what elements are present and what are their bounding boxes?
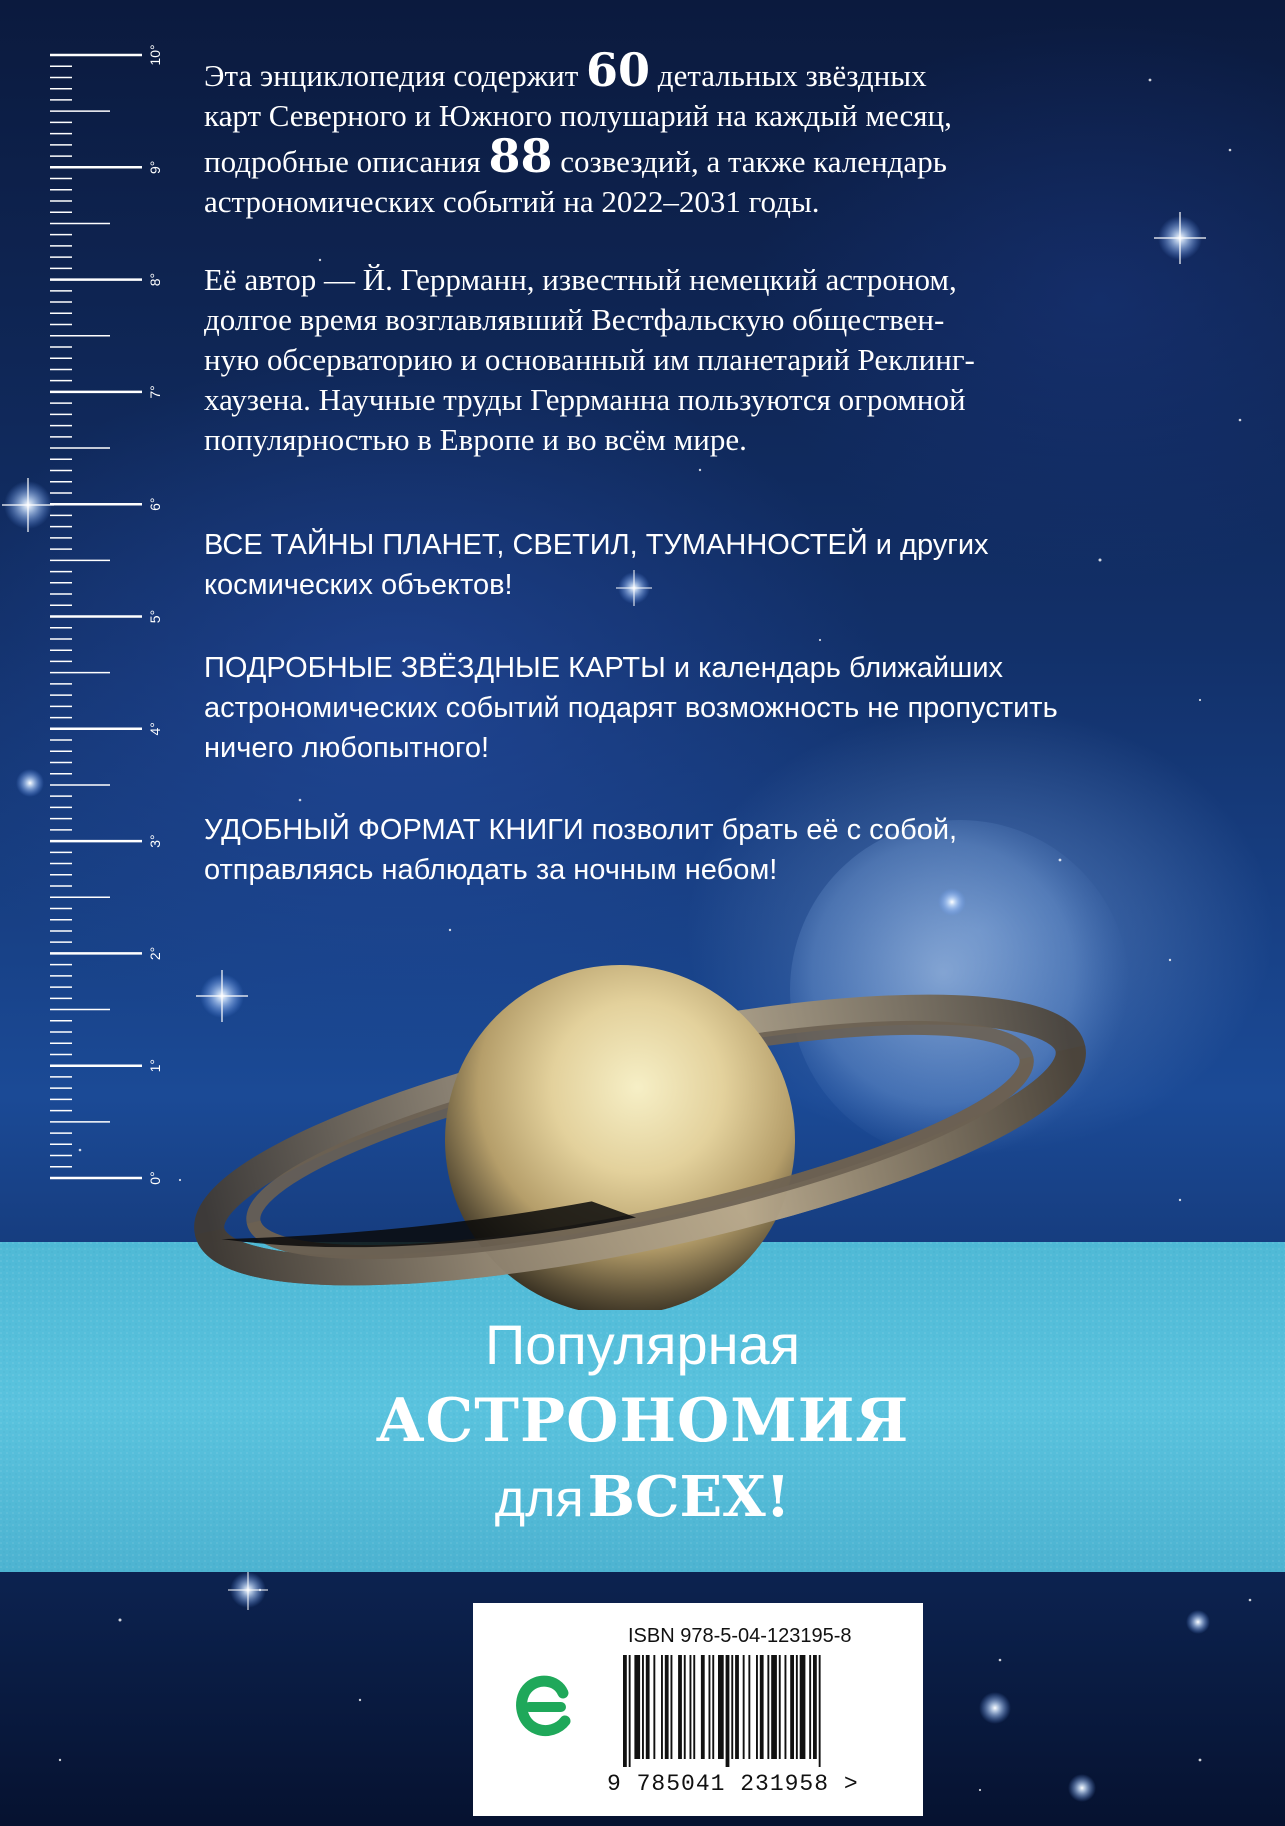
saturn-illustration <box>180 950 1100 1310</box>
barcode-bar <box>623 1655 627 1767</box>
barcode-bar <box>661 1655 663 1759</box>
barcode-bar <box>743 1655 745 1759</box>
constellations-count: 88 <box>488 129 553 183</box>
barcode-bar <box>701 1655 705 1759</box>
author-line: ную обсерваторию и основанный им планетарий Реклинг- <box>204 342 975 377</box>
author-line: долгое время возглавлявший Вестфальскую обществен- <box>204 302 945 337</box>
barcode-bar <box>735 1655 739 1759</box>
barcode-bar <box>709 1655 711 1759</box>
barcode-bar <box>665 1655 669 1759</box>
intro-line-1: Эта энциклопедия содержит 60 детальных звёздных <box>204 43 927 97</box>
barcode-panel <box>473 1603 923 1816</box>
barcode-bar <box>779 1655 781 1759</box>
barcode-bar <box>771 1655 777 1759</box>
barcode-bar <box>760 1655 764 1759</box>
barcode-bar <box>634 1655 640 1759</box>
barcode-bar <box>796 1655 798 1759</box>
intro-line-3: подробные описания 88 созвездий, а также календарь <box>204 129 947 183</box>
eksmo-logo-icon <box>515 1671 575 1741</box>
barcode-bar <box>678 1655 682 1759</box>
barcode-bar <box>819 1655 821 1767</box>
barcode-bar <box>718 1655 724 1759</box>
barcode-bar <box>712 1655 714 1759</box>
barcode-bar <box>653 1655 655 1759</box>
maps-count: 60 <box>586 43 651 97</box>
barcode-digits: 9 785041 231958 > <box>607 1771 859 1797</box>
ruler-label: 8° <box>147 272 163 287</box>
ruler-label: 3° <box>147 834 163 848</box>
barcode-bar <box>785 1655 787 1759</box>
barcode-bar <box>748 1655 750 1759</box>
ruler-label: 9° <box>147 160 163 174</box>
barcode-bar <box>693 1655 695 1759</box>
barcode-bar <box>813 1655 817 1759</box>
barcode-bar <box>756 1655 758 1759</box>
ruler-label: 6° <box>147 497 163 511</box>
barcode-bar <box>790 1655 794 1759</box>
barcode-bar <box>671 1655 673 1759</box>
degree-ruler <box>50 40 180 1190</box>
barcode-bar <box>800 1655 806 1759</box>
band-title-line-2: АСТРОНОМИЯ <box>375 1386 910 1456</box>
barcode-bar <box>642 1655 644 1759</box>
intro-line-2: карт Северного и Южного полушарий на каждый месяц, <box>204 98 952 133</box>
ruler-label: 0° <box>147 1171 163 1185</box>
intro-paragraph <box>204 43 1204 222</box>
band-title-line-3 <box>0 1464 1285 1530</box>
ruler-label: 1° <box>147 1059 163 1073</box>
ruler-label: 10° <box>147 44 163 66</box>
ruler-label: 2° <box>147 946 163 961</box>
ruler-label: 4° <box>147 722 163 736</box>
barcode-bars <box>623 1655 893 1767</box>
barcode-bar <box>684 1655 686 1759</box>
barcode-bar <box>726 1655 730 1767</box>
ruler-label: 5° <box>147 609 163 624</box>
author-paragraph <box>204 260 1204 460</box>
barcode-bar <box>646 1655 650 1759</box>
author-line: хаузена. Научные труды Геррманна пользуются огромной <box>204 382 966 417</box>
ruler-label: 7° <box>147 385 163 399</box>
band-title-main: ВСЕХ! <box>587 1464 791 1530</box>
barcode-bar <box>731 1655 733 1759</box>
feature-2: ПОДРОБНЫЕ ЗВЁЗДНЫЕ КАРТЫ и календарь ближайших астрономических событий подарят возможность не пропустить ничего любопытного! <box>204 652 1058 764</box>
band-title-line-1: Популярная <box>484 1313 801 1376</box>
isbn-text: ISBN 978-5-04-123195-8 <box>628 1625 852 1647</box>
feature-1: ВСЕ ТАЙНЫ ПЛАНЕТ, СВЕТИЛ, ТУМАННОСТЕЙ и других космических объектов! <box>204 529 989 601</box>
barcode-bar <box>809 1655 811 1759</box>
band-title-prefix: для <box>494 1470 584 1528</box>
barcode-bar <box>690 1655 692 1759</box>
author-line: Её автор — Й. Геррманн, известный немецкий астроном, <box>204 262 957 297</box>
intro-line-4: астрономических событий на 2022–2031 годы. <box>204 184 820 219</box>
barcode-bar <box>767 1655 769 1759</box>
barcode-bar <box>629 1655 631 1767</box>
feature-3: УДОБНЫЙ ФОРМАТ КНИГИ позволит брать её с собой, отправляясь наблюдать за ночным небом! <box>204 814 958 886</box>
author-line: популярностью в Европе и во всём мире. <box>204 422 747 457</box>
